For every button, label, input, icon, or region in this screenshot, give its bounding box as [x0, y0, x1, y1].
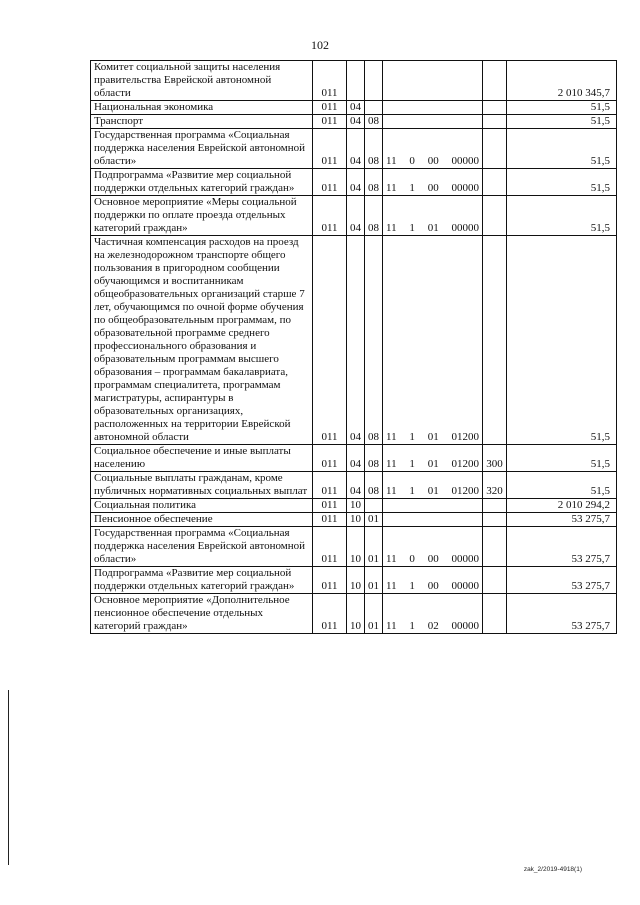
section-code-cell: 04 [347, 445, 365, 472]
target-article-parts [385, 485, 480, 498]
section-code-cell: 10 [347, 513, 365, 527]
section-code-cell: 04 [347, 101, 365, 115]
target-article-part: 01200 [451, 431, 479, 443]
target-article-part: 1 [409, 580, 415, 592]
subsection-code-cell [365, 101, 383, 115]
subsection-code-cell: 08 [365, 115, 383, 129]
target-article-cell [383, 594, 483, 634]
subsection-code-cell: 08 [365, 169, 383, 196]
target-article-part: 1 [409, 620, 415, 632]
admin-code-cell: 011 [313, 567, 347, 594]
expense-type-cell [483, 169, 507, 196]
row-name-cell: Подпрограмма «Развитие мер социальной поддержки отдельных категорий граждан» [91, 567, 313, 594]
target-article-part: 11 [386, 431, 397, 443]
admin-code-cell: 011 [313, 594, 347, 634]
target-article-parts [385, 580, 480, 593]
admin-code-cell: 011 [313, 499, 347, 513]
target-article-part: 11 [386, 182, 397, 194]
expense-type-cell [483, 101, 507, 115]
row-name-cell: Основное мероприятие «Дополнительное пенсионное обеспечение отдельных категорий граждан» [91, 594, 313, 634]
subsection-code-cell: 08 [365, 196, 383, 236]
subsection-code-cell: 08 [365, 236, 383, 445]
subsection-code-cell: 01 [365, 527, 383, 567]
expense-type-cell: 320 [483, 472, 507, 499]
target-article-part: 00 [427, 182, 439, 194]
target-article-cell [383, 115, 483, 129]
table-row [91, 61, 617, 101]
target-article-parts [385, 222, 480, 235]
target-article-parts [385, 620, 480, 633]
table-body [91, 61, 617, 634]
row-name-cell: Подпрограмма «Развитие мер социальной поддержки отдельных категорий граждан» [91, 169, 313, 196]
section-code-cell: 10 [347, 594, 365, 634]
target-article-part: 0 [409, 553, 415, 565]
subsection-code-cell: 01 [365, 513, 383, 527]
admin-code-cell: 011 [313, 236, 347, 445]
target-article-part: 00000 [451, 553, 479, 565]
expense-type-cell [483, 129, 507, 169]
target-article-cell [383, 527, 483, 567]
amount-cell: 51,5 [507, 115, 617, 129]
expense-type-cell [483, 236, 507, 445]
admin-code-cell: 011 [313, 169, 347, 196]
target-article-cell [383, 445, 483, 472]
subsection-code-cell [365, 61, 383, 101]
expense-type-cell [483, 594, 507, 634]
table-row [91, 445, 617, 472]
admin-code-cell: 011 [313, 196, 347, 236]
target-article-part: 11 [386, 155, 397, 167]
target-article-part: 1 [409, 222, 415, 234]
row-name-cell: Социальные выплаты гражданам, кроме публичных нормативных социальных выплат [91, 472, 313, 499]
amount-cell: 51,5 [507, 169, 617, 196]
expense-type-cell [483, 115, 507, 129]
target-article-part: 01 [427, 431, 439, 443]
target-article-part: 11 [386, 580, 397, 592]
table-row [91, 236, 617, 445]
target-article-cell [383, 472, 483, 499]
section-code-cell: 04 [347, 115, 365, 129]
target-article-part: 01 [427, 458, 439, 470]
margin-line [8, 690, 9, 865]
amount-cell: 2 010 345,7 [507, 61, 617, 101]
target-article-cell [383, 567, 483, 594]
target-article-parts [385, 458, 480, 471]
target-article-part: 00000 [451, 182, 479, 194]
table-row [91, 196, 617, 236]
page-number: 102 [311, 38, 329, 52]
amount-cell: 51,5 [507, 445, 617, 472]
target-article-part: 1 [409, 458, 415, 470]
amount-cell: 51,5 [507, 196, 617, 236]
target-article-part: 11 [386, 553, 397, 565]
subsection-code-cell: 08 [365, 129, 383, 169]
expense-type-cell [483, 567, 507, 594]
target-article-part: 1 [409, 485, 415, 497]
row-name-cell: Комитет социальной защиты населения правительства Еврейской автономной области [91, 61, 313, 101]
target-article-part: 01 [427, 485, 439, 497]
section-code-cell: 04 [347, 236, 365, 445]
admin-code-cell: 011 [313, 445, 347, 472]
section-code-cell: 04 [347, 196, 365, 236]
target-article-cell [383, 196, 483, 236]
target-article-part: 01200 [451, 458, 479, 470]
target-article-cell [383, 513, 483, 527]
target-article-part: 11 [386, 458, 397, 470]
expense-type-cell [483, 499, 507, 513]
row-name-cell: Пенсионное обеспечение [91, 513, 313, 527]
row-name-cell: Частичная компенсация расходов на проезд на железнодорожном транспорте общего пользования в пригородном сообщении обучающимся и воспитанникам общеобразовательных организаций старше 7 лет, обучающимся по очной форме обучения по общеобразовательным программам, по образовательной программе среднего профессионального образования и образовательным программам высшего образования – программам бакалавриата, программам специалитета, программам магистратуры, аспирантуры в образовательных организациях, расположенных на территории Еврейской автономной области [91, 236, 313, 445]
target-article-parts [385, 553, 480, 566]
target-article-part: 00 [427, 553, 439, 565]
target-article-part: 11 [386, 485, 397, 497]
row-name-cell: Транспорт [91, 115, 313, 129]
target-article-part: 0 [409, 155, 415, 167]
expense-type-cell [483, 61, 507, 101]
amount-cell: 2 010 294,2 [507, 499, 617, 513]
amount-cell: 53 275,7 [507, 527, 617, 567]
row-name-cell: Национальная экономика [91, 101, 313, 115]
admin-code-cell: 011 [313, 115, 347, 129]
row-name-cell: Социальная политика [91, 499, 313, 513]
admin-code-cell: 011 [313, 61, 347, 101]
target-article-part: 00 [427, 155, 439, 167]
section-code-cell: 10 [347, 527, 365, 567]
target-article-part: 01200 [451, 485, 479, 497]
table-row [91, 499, 617, 513]
section-code-cell: 04 [347, 169, 365, 196]
target-article-parts [385, 182, 480, 195]
target-article-cell [383, 236, 483, 445]
subsection-code-cell [365, 499, 383, 513]
admin-code-cell: 011 [313, 513, 347, 527]
footer-code: zak_2/2019-4918(1) [523, 866, 582, 873]
table-row [91, 169, 617, 196]
table-row [91, 472, 617, 499]
table-row [91, 567, 617, 594]
table-row [91, 594, 617, 634]
amount-cell: 53 275,7 [507, 513, 617, 527]
target-article-part: 00 [427, 580, 439, 592]
amount-cell: 51,5 [507, 236, 617, 445]
section-code-cell: 10 [347, 567, 365, 594]
target-article-part: 11 [386, 620, 397, 632]
subsection-code-cell: 01 [365, 594, 383, 634]
section-code-cell [347, 61, 365, 101]
target-article-parts [385, 155, 480, 168]
admin-code-cell: 011 [313, 101, 347, 115]
expense-type-cell [483, 196, 507, 236]
target-article-part: 1 [409, 431, 415, 443]
table-row [91, 527, 617, 567]
admin-code-cell: 011 [313, 472, 347, 499]
target-article-part: 00000 [451, 155, 479, 167]
table-row [91, 115, 617, 129]
target-article-cell [383, 61, 483, 101]
target-article-part: 00000 [451, 620, 479, 632]
target-article-part: 01 [427, 222, 439, 234]
target-article-cell [383, 169, 483, 196]
subsection-code-cell: 01 [365, 567, 383, 594]
amount-cell: 53 275,7 [507, 594, 617, 634]
row-name-cell: Государственная программа «Социальная поддержка населения Еврейской автономной области» [91, 129, 313, 169]
admin-code-cell: 011 [313, 129, 347, 169]
row-name-cell: Социальное обеспечение и иные выплаты населению [91, 445, 313, 472]
expense-type-cell [483, 527, 507, 567]
section-code-cell: 10 [347, 499, 365, 513]
target-article-cell [383, 499, 483, 513]
section-code-cell: 04 [347, 129, 365, 169]
target-article-part: 11 [386, 222, 397, 234]
target-article-part: 1 [409, 182, 415, 194]
target-article-cell [383, 101, 483, 115]
amount-cell: 51,5 [507, 129, 617, 169]
target-article-parts [385, 431, 480, 444]
target-article-part: 00000 [451, 222, 479, 234]
target-article-part: 00000 [451, 580, 479, 592]
row-name-cell: Государственная программа «Социальная поддержка населения Еврейской автономной области» [91, 527, 313, 567]
expense-type-cell: 300 [483, 445, 507, 472]
row-name-cell: Основное мероприятие «Меры социальной поддержки по оплате проезда отдельных категорий граждан» [91, 196, 313, 236]
section-code-cell: 04 [347, 472, 365, 499]
expense-type-cell [483, 513, 507, 527]
target-article-part: 02 [427, 620, 439, 632]
table-row [91, 129, 617, 169]
amount-cell: 53 275,7 [507, 567, 617, 594]
budget-table [90, 60, 617, 634]
admin-code-cell: 011 [313, 527, 347, 567]
subsection-code-cell: 08 [365, 472, 383, 499]
table-row [91, 101, 617, 115]
target-article-cell [383, 129, 483, 169]
amount-cell: 51,5 [507, 472, 617, 499]
table-row [91, 513, 617, 527]
amount-cell: 51,5 [507, 101, 617, 115]
subsection-code-cell: 08 [365, 445, 383, 472]
